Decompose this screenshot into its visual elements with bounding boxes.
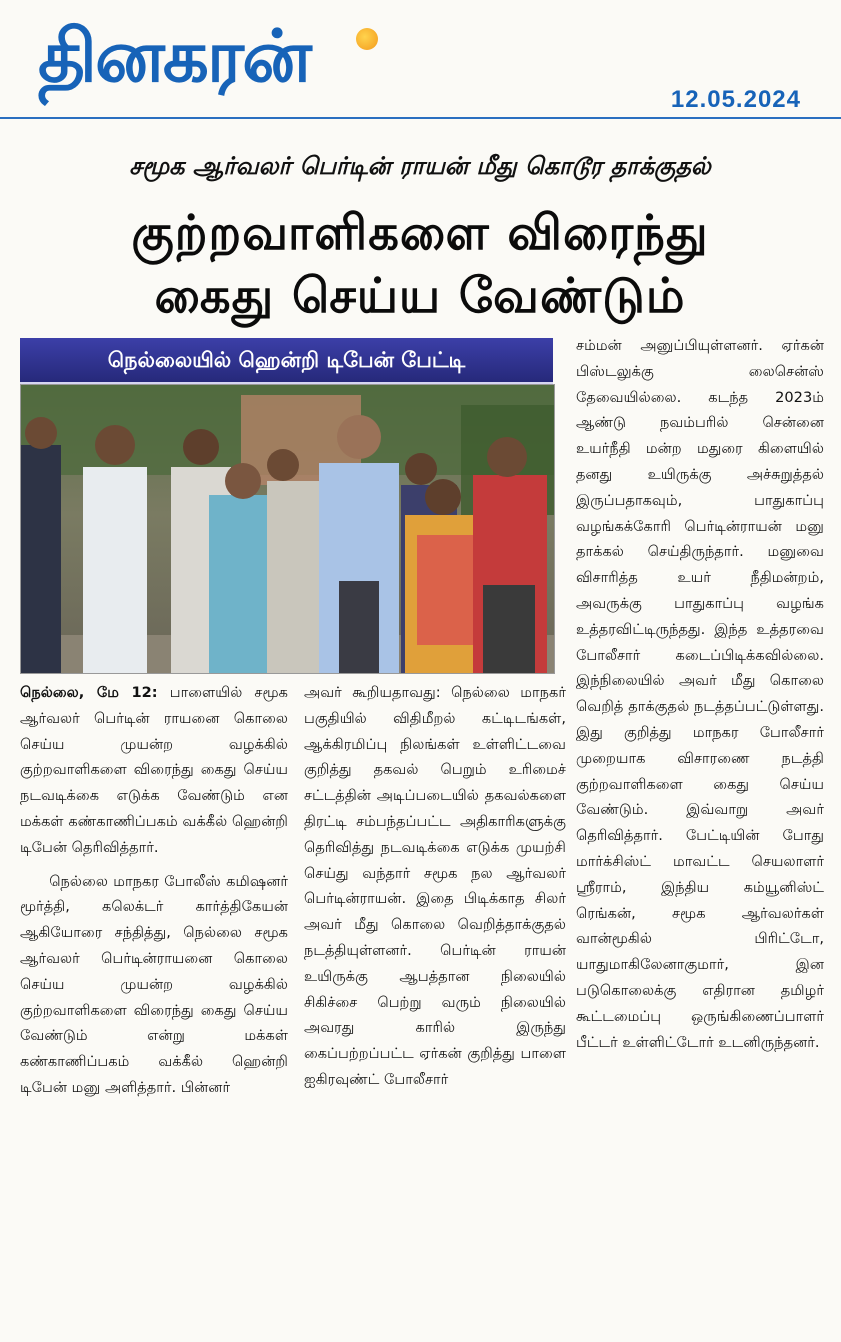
photo-caption-band — [20, 338, 553, 384]
group-photo-image — [21, 385, 554, 673]
headline-line-2: கைது செய்ய வேண்டும் — [154, 268, 686, 324]
newspaper-logo: தினகரன் — [38, 14, 310, 98]
group-photo — [20, 384, 555, 674]
article-dateline: நெல்லை, மே 12: — [20, 684, 158, 701]
column-3-text: சம்மன் அனுப்பியுள்ளனர். ஏர்கன் பிஸ்டலுக்கு லைசென்ஸ் தேவையில்லை. கடந்த 2023ம் ஆண்டு நவம்பரில் சென்னை உயர்நீதி மன்ற மதுரை கிளையில் தனது உயிருக்கு அச்சுறுத்தல் இருப்பதாகவும், பாதுகாப்பு வழங்கக்கோரி பெர்டின்ராயன் மனு தாக்கல் செய்திருந்தார். மனுவை விசாரித்த உயர் நீதிமன்றம், அவருக்கு பாதுகாப்பு வழங்க உத்தரவிட்டிருந்தது. இந்த உத்தரவை போலீசார் கடைப்பிடிக்கவில்லை. இந்நிலையில் அவர் மீது கொலை வெறித் தாக்குதல் நடத்தப்பட்டுள்ளது. இது குறித்து மாநகர போலீசார் முறையாக விசாரணை நடத்தி குற்றவாளிகளை கைது செய்ய வேண்டும். இவ்வாறு அவர் தெரிவித்தார். பேட்டியின் போது மார்க்சிஸ்ட் மாவட்ட செயலாளர் ஸ்ரீராம், இந்திய கம்யூனிஸ்ட் ரெங்கன், சமூக ஆர்வலர்கள் வான்மூகில் பிரிட்டோ, யாதுமாகிலேனாகுமார், இன படுகொலைக்கு எதிரான தமிழர் கூட்டமைப்பு ஒருங்கிணைப்பாளர் பீட்டர் உள்ளிட்டோர் உடனிருந்தனர். — [576, 337, 824, 1051]
column-1-paragraph-1 — [20, 680, 288, 861]
photo-caption: நெல்லையில் ஹென்றி டிபேன் பேட்டி — [107, 348, 466, 372]
masthead-rule — [0, 117, 841, 119]
column-2-text: அவர் கூறியதாவது: நெல்லை மாநகர் பகுதியில் விதிமீறல் கட்டிடங்கள், ஆக்கிரமிப்பு நிலங்கள் உள்ளிட்டவை குறித்து தகவல் பெறும் உரிமைச் சட்டத்தின் அடிப்படையில் தகவல்களை திரட்டி சம்பந்தப்பட்ட அதிகாரிகளுக்கு தெரிவித்து நடவடிக்கை எடுக்க முயற்சி செய்து வந்தார் சமூக நல ஆர்வலர் பெர்டின்ராயன். இதை பிடிக்காத சிலர் அவர் மீது கொலை வெறித்தாக்குதல் நடத்தியுள்ளனர். பெர்டின் ராயன் உயிருக்கு ஆபத்தான நிலையில் சிகிச்சை பெற்று வரும் நிலையில் அவரது காரில் இருந்து கைப்பற்றப்பட்ட ஏர்கன் குறித்து பாளை ஐகிரவுண்ட் போலீசார் — [304, 684, 566, 1088]
headline-line-1: குற்றவாளிகளை விரைந்து — [131, 205, 709, 261]
publication-date: 12.05.2024 — [670, 86, 801, 113]
column-1-paragraph-1-text: பாளையில் சமூக ஆர்வலர் பெர்டின் ராயனை கொலை செய்ய முயன்ற வழக்கில் குற்றவாளிகளை விரைந்து கைது செய்ய நடவடிக்கை எடுக்க வேண்டும் என மக்கள் கண்காணிப்பகம் வக்கீல் ஹென்றி டிபேன் தெரிவித்தார். — [20, 684, 289, 856]
article-column-2 — [304, 680, 566, 1093]
column-1-paragraph-2: நெல்லை மாநகர போலீஸ் கமிஷனர் மூர்த்தி, கலெக்டர் கார்த்திகேயன் ஆகியோரை சந்தித்து, நெல்லை சமூக ஆர்வலர் பெர்டின்ராயனை கொலை செய்ய முயன்ற வழக்கில் குற்றவாளிகளை விரைந்து கைது செய்ய வேண்டும் என்று மக்கள் கண்காணிப்பகம் வக்கீல் ஹென்றி டிபேன் மனு அளித்தார். பின்னர் — [20, 872, 288, 1096]
article-column-1 — [20, 680, 288, 1101]
masthead — [0, 0, 841, 118]
article-column-3 — [576, 333, 824, 1055]
article-kicker: சமூக ஆர்வலர் பெர்டின் ராயன் மீது கொடூர தாக்குதல் — [129, 152, 711, 180]
sun-dot-icon — [356, 28, 378, 50]
